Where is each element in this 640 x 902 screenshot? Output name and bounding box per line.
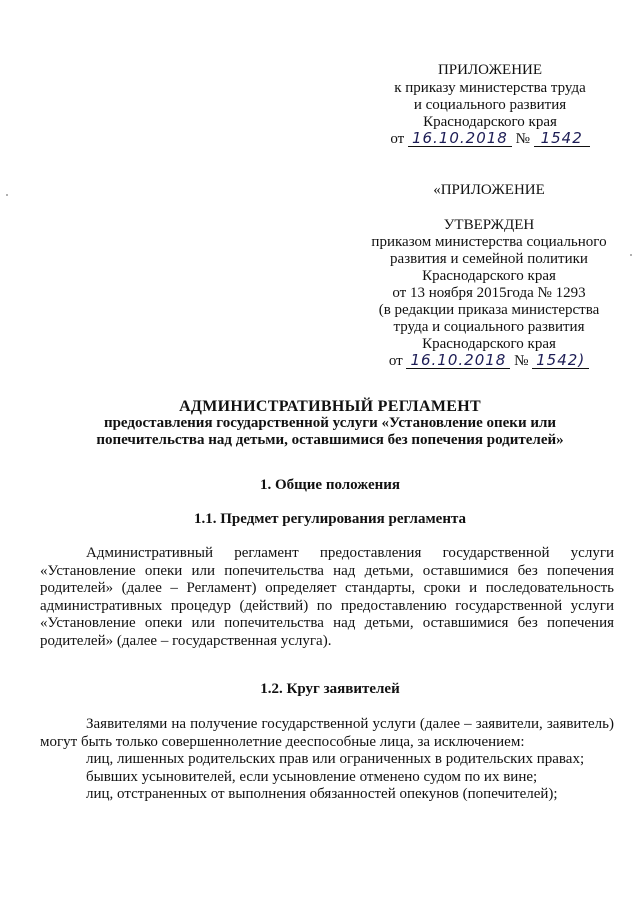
document-title [40, 398, 620, 449]
order-date-number-line [370, 131, 610, 148]
handwritten-number: 1542 [534, 131, 590, 147]
section-heading-1: 1. Общие положения [259, 477, 401, 493]
approved-line: развития и семейной политики [390, 251, 588, 267]
approved-block [363, 182, 615, 370]
paragraph-intro: Заявителями на получение государственной услуги (далее – заявители, заявитель) могут быть только совершеннолетние дееспособные лица, за исключением: [40, 716, 614, 750]
approved-date-number-line [363, 353, 615, 370]
approved-line: от 13 ноября 2015года № 1293 [392, 285, 586, 301]
handwritten-date: 16.10.2018 [408, 131, 512, 147]
title-main: АДМИНИСТРАТИВНЫЙ РЕГЛАМЕНТ [179, 398, 481, 415]
number-prefix: № [514, 353, 529, 369]
title-subline: попечительства над детьми, оставшимися без попечения родителей» [96, 432, 564, 448]
handwritten-date: 16.10.2018 [406, 353, 510, 369]
appendix-line: и социального развития [413, 97, 567, 113]
handwritten-number: 1542) [532, 353, 589, 369]
approved-line: Краснодарского края [422, 268, 556, 284]
list-item: лиц, лишенных родительских прав или ограниченных в родительских правах; [86, 751, 585, 768]
title-subline: предоставления государственной услуги «Установление опеки или [103, 415, 557, 431]
date-prefix: от [388, 353, 403, 369]
date-prefix: от [390, 131, 405, 147]
paragraph-text: Административный регламент предоставления государственной услуги «Установление опеки или попечительства над детьми, оставшимися без попечения родителей» (далее – Регламент) определяет стандарты, сроки и последовательность административных процедур (действий) по предоставлению государственной услуги «Установление опеки или попечительства над детьми, оставшимися без попечения родителей» (далее – государственная услуга). [40, 545, 614, 649]
appendix-order-block [370, 62, 610, 148]
approved-line: приказом министерства социального [371, 234, 607, 250]
approved-line: труда и социального развития [393, 319, 585, 335]
number-prefix: № [515, 131, 530, 147]
section-heading-1-2: 1.2. Круг заявителей [260, 681, 400, 697]
appendix-heading: «ПРИЛОЖЕНИЕ [433, 182, 545, 198]
scan-speck [630, 254, 632, 256]
appendix-line: к приказу министерства труда [394, 80, 586, 96]
list-item: бывших усыновителей, если усыновление отменено судом по их вине; [86, 768, 538, 785]
section-1-2-paragraph [40, 716, 614, 804]
approved-line: Краснодарского края [422, 336, 556, 352]
list-item: лиц, отстраненных от выполнения обязанностей опекунов (попечителей); [86, 786, 558, 803]
section-heading-1-1: 1.1. Предмет регулирования регламента [193, 511, 467, 527]
appendix-line: Краснодарского края [423, 114, 557, 130]
approved-heading: УТВЕРЖДЕН [443, 217, 535, 233]
appendix-heading: ПРИЛОЖЕНИЕ [437, 62, 543, 78]
approved-line: (в редакции приказа министерства [378, 302, 600, 318]
scan-speck [6, 194, 8, 196]
section-1-1-paragraph [40, 545, 614, 651]
